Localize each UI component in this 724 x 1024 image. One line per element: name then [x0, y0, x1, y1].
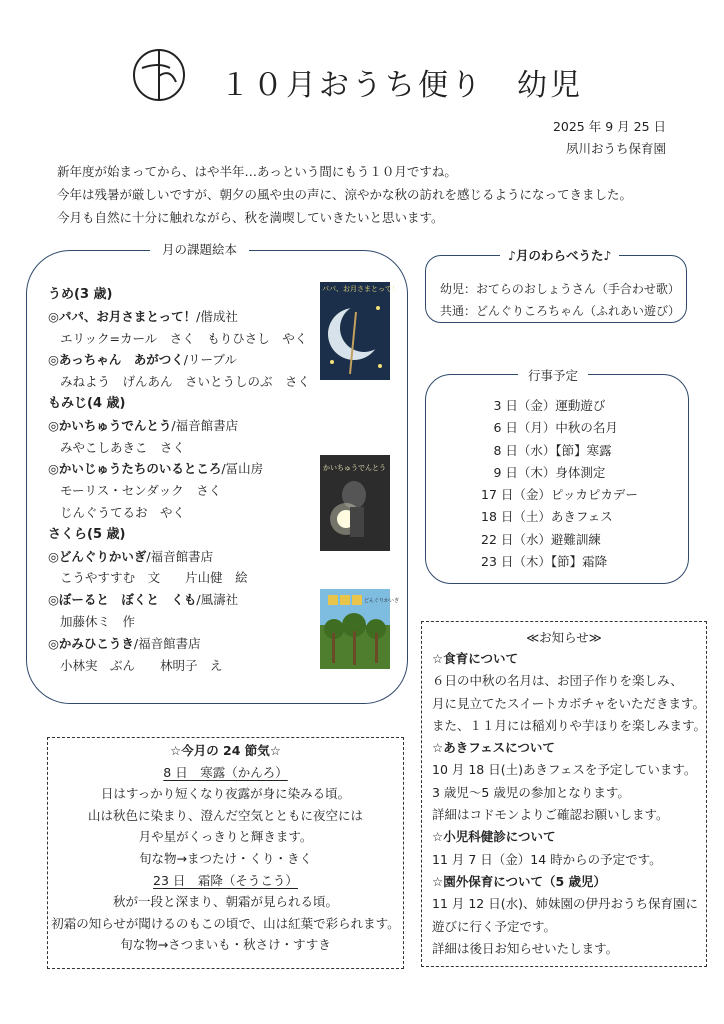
sekki-name: 8 日 寒露（かんろ）	[163, 764, 288, 780]
book-title: ◎かみひこうき	[48, 635, 134, 651]
notice-topic-heading: ☆食育について	[432, 651, 518, 666]
sekki-line: 旬な物→まつたけ・くり・きく	[139, 850, 312, 866]
events-list	[481, 395, 638, 573]
notice-line: 詳細はコドモンよりご確認お願いします。	[432, 807, 669, 823]
book-publisher: /福音館書店	[146, 548, 214, 564]
notice-line: 11 月 12 日(水)、姉妹園の伊丹おうち保育園に	[432, 896, 698, 912]
book-author-line: みねよう げんあん さいとうしのぶ さく	[60, 374, 311, 390]
book-publisher: /福音館書店	[133, 635, 201, 651]
book-publisher: /リーブル	[183, 352, 237, 368]
book-title: ◎どんぐりかいぎ	[48, 548, 147, 564]
event-item: 22 日（水）避難訓練	[481, 531, 601, 547]
book-title-line	[48, 306, 326, 328]
intro-line: 新年度が始まってから、はや半年…あっという間にもう１０月ですね。	[57, 164, 457, 179]
sekki-heading	[47, 870, 404, 892]
book-cover-kaichuudentou	[320, 455, 390, 551]
book-publisher: /風濤社	[196, 592, 239, 608]
sekki-name: 23 日 霜降（そうこう）	[153, 872, 298, 888]
notice-line: 11 月 7 日（金）14 時からの予定です。	[432, 851, 662, 867]
notice-topic-heading: ☆園外保育について（5 歳児）	[432, 873, 607, 889]
notice-line: 月に見立てたスイートカボチャをいただきます。	[432, 695, 706, 711]
notice-heading: ≪お知らせ≫	[526, 630, 602, 645]
picture-books-list	[48, 284, 326, 676]
book-author-line: じんぐうてるお やく	[60, 504, 186, 520]
book-publisher: /冨山房	[221, 461, 264, 477]
notice-line: また、１１月には稲刈りや芋ほりを楽しみます。	[432, 717, 707, 733]
events-heading: 行事予定	[518, 366, 588, 384]
event-item: 9 日（木）身体測定	[481, 464, 606, 480]
notice-line: 詳細は後日お知らせいたします。	[432, 940, 619, 956]
warabeuta-list	[440, 278, 680, 322]
book-author-line: エリック=カール さく もりひさし やく	[60, 330, 308, 346]
age-group-heading: さくら(5 歳)	[48, 526, 126, 542]
book-publisher: /福音館書店	[171, 417, 239, 433]
issue-date: 2025 年 9 月 25 日	[552, 119, 666, 134]
notice-line: 10 月 18 日(土)あきフェスを予定しています。	[432, 762, 697, 778]
book-author-line: みやこしあきこ さく	[60, 439, 186, 455]
circle-logo-icon	[132, 48, 186, 102]
picture-books-heading: 月の課題絵本	[150, 240, 249, 258]
notice-list	[432, 648, 707, 960]
warabeuta-heading: ♪月のわらべうた♪	[500, 246, 619, 264]
cover-title: どんぐりかいぎ	[364, 598, 400, 604]
notice-topic-heading: ☆小児科健診について	[432, 829, 556, 845]
book-title-line	[48, 633, 326, 655]
event-item: 6 日（月）中秋の名月	[481, 420, 618, 436]
book-title: ◎かいちゅうでんとう	[48, 417, 172, 433]
book-author-line: モーリス・センダック さく	[60, 483, 222, 499]
event-item: 3 日（金）運動遊び	[481, 398, 606, 413]
sekki-line: 秋が一段と深まり、朝霜が見られる頃。	[112, 894, 338, 910]
notice-line: ６日の中秋の名月は、お団子作りを楽しみ、	[432, 673, 683, 689]
cover-title: かいちゅうでんとう	[323, 464, 386, 472]
book-title: ◎パパ、お月さまとって！	[48, 308, 197, 324]
event-item: 18 日（土）あきフェス	[481, 509, 613, 525]
book-author-line: 加藤休ミ 作	[60, 613, 136, 629]
book-title-line	[48, 458, 326, 480]
book-title-line	[48, 546, 326, 568]
sekki-line: 日はすっかり短くなり夜露が身に染みる頃。	[100, 786, 351, 802]
intro-line: 今年は残暑が厳しいですが、朝夕の風や虫の声に、涼やかな秋の訪れを感じるようになってきました。	[57, 187, 633, 202]
warabeuta-line: 幼児：おてらのおしょうさん（手合わせ歌）	[440, 282, 680, 296]
event-item: 17 日（金）ピッカピカデー	[481, 487, 638, 503]
intro-paragraph	[57, 160, 632, 229]
school-name: 夙川おうち保育園	[565, 141, 666, 156]
cover-title: パパ、お月さまとって！	[322, 285, 399, 293]
age-group-heading: うめ(3 歳)	[48, 287, 113, 302]
book-cover-papa-otsukisama	[320, 282, 399, 380]
notice-line: 3 歳児～5 歳児の参加となります。	[432, 784, 630, 800]
season-heading: ☆今月の 24 節気☆	[169, 743, 281, 758]
book-title: ◎ぼーると ぼくと くも	[48, 592, 197, 608]
warabeuta-line: 共通：どんぐりころちゃん（ふれあい遊び）	[440, 304, 681, 318]
book-author-line: こうやすすむ 文 片山健 絵	[60, 570, 248, 586]
sekki-heading	[47, 762, 404, 784]
book-title-line	[48, 415, 326, 437]
event-item: 8 日（水）【節】寒露	[481, 442, 612, 458]
intro-line: 今月も自然に十分に触れながら、秋を満喫していきたいと思います。	[57, 210, 444, 225]
book-title: ◎あっちゃん あがつく	[48, 352, 184, 368]
sekki-line: 旬な物→さつまいも・秋さけ・すすき	[120, 937, 331, 953]
sekki-line: 月や星がくっきりと輝きます。	[138, 829, 313, 845]
age-group-heading: もみじ(4 歳)	[48, 395, 126, 411]
notice-topic-heading: ☆あきフェスについて	[432, 740, 555, 756]
sekki-line: 山は秋色に染まり、澄んだ空気とともに夜空には	[87, 807, 363, 823]
sekki-line: 初霜の知らせが聞けるのもこの頃で、山は紅葉で彩られます。	[51, 915, 400, 931]
book-author-line: 小林実 ぶん 林明子 え	[60, 657, 223, 673]
page-title: １０月おうち便り 幼児	[220, 68, 583, 103]
book-cover-donguri-kaigi	[320, 589, 400, 669]
book-title-line	[48, 589, 326, 611]
book-title: ◎かいじゅうたちのいるところ	[48, 461, 222, 477]
book-title-line	[48, 349, 326, 371]
book-publisher: /偕成社	[196, 308, 238, 324]
notice-line: 遊びに行く予定です。	[432, 918, 557, 934]
season-list	[47, 740, 404, 956]
event-item: 23 日（木）【節】霜降	[481, 554, 608, 570]
